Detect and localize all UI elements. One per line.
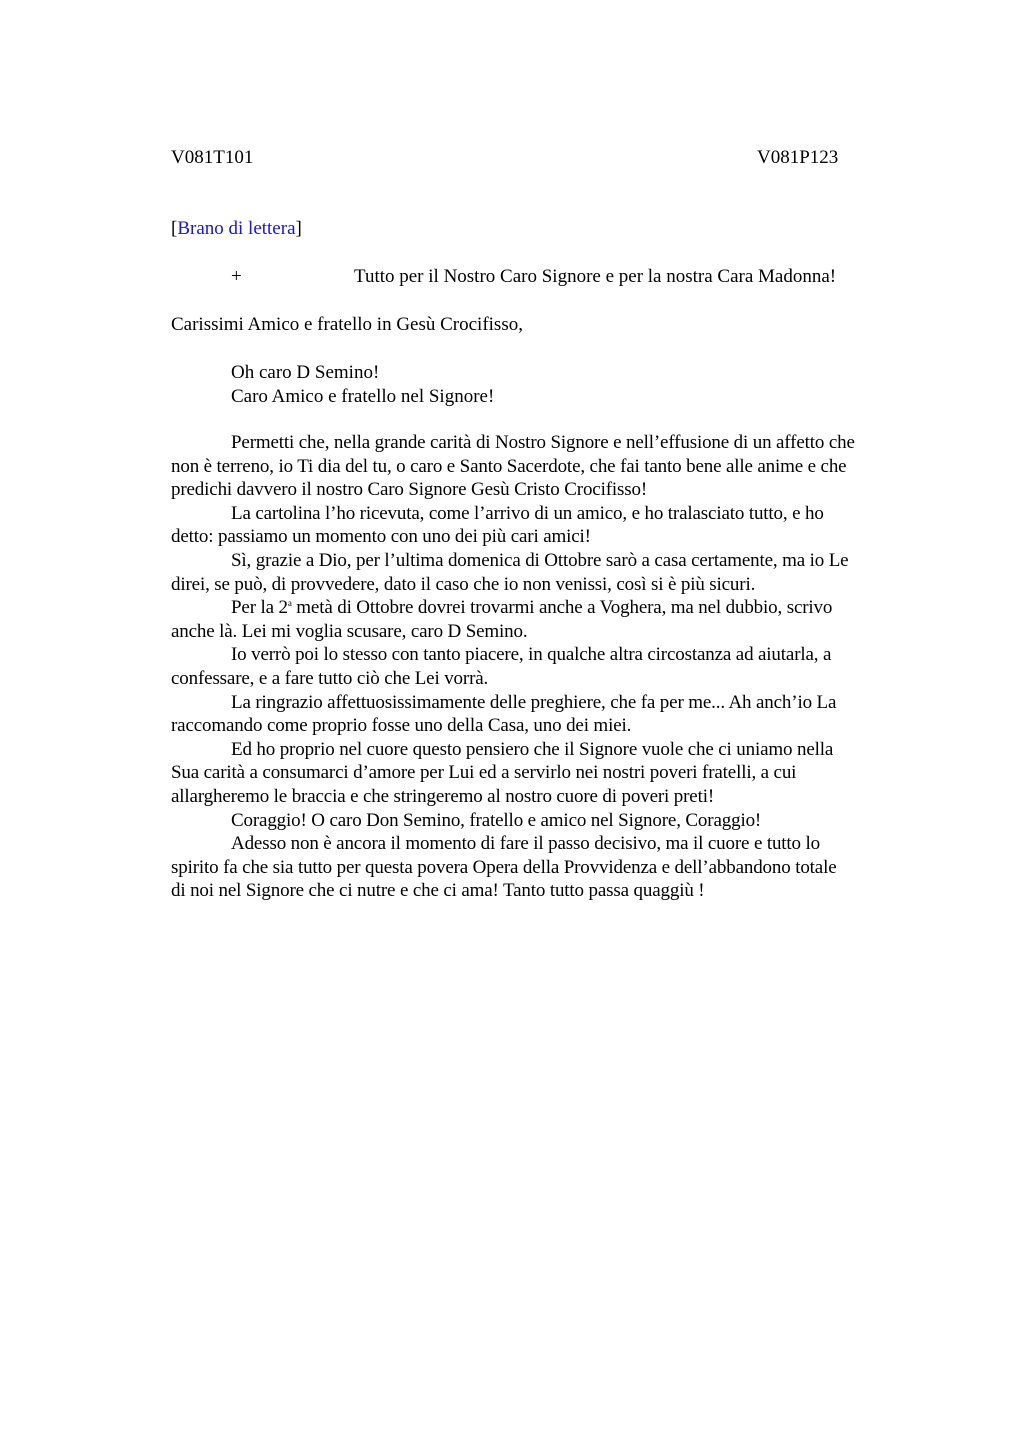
text-line	[171, 596, 931, 620]
section-title	[171, 217, 302, 241]
paragraph	[171, 596, 931, 643]
title-open-bracket: [	[171, 218, 178, 239]
salutation: Carissimi Amico e fratello in Gesù Crocifisso,	[171, 314, 523, 335]
text-line: anche là. Lei mi voglia scusare, caro D Semino.	[171, 620, 528, 642]
exclamation-line: Oh caro D Semino!	[231, 362, 380, 383]
title-close-bracket: ]	[295, 218, 302, 239]
text-line: allargheremo le braccia e che stringeremo al nostro cuore di poveri preti!	[171, 785, 714, 807]
document-code-right: V081P123	[757, 147, 839, 168]
text-line: confessare, e a fare tutto ciò che Lei vorrà.	[171, 667, 489, 689]
text-line: spirito fa che sia tutto per questa povera Opera della Provvidenza e dell’abbandono totale	[171, 856, 837, 878]
exclamation-line: Caro Amico e fratello nel Signore!	[231, 385, 495, 407]
exclamations	[231, 361, 494, 408]
paragraph	[171, 502, 931, 549]
text-line: Adesso non è ancora il momento di fare il passo decisivo, ma il cuore e tutto lo	[231, 833, 820, 855]
paragraph	[171, 832, 931, 903]
title-link[interactable]: Brano di lettera	[177, 218, 296, 239]
text-line: Sì, grazie a Dio, per l’ultima domenica di Ottobre sarò a casa certamente, ma io Le	[231, 549, 849, 571]
paragraph	[171, 431, 931, 502]
text-line: non è terreno, io Ti dia del tu, o caro e Santo Sacerdote, che fai tanto bene alle anime e che	[171, 455, 847, 477]
text-fragment: metà di Ottobre dovrei trovarmi anche a Voghera, ma nel dubbio, scrivo	[291, 597, 833, 619]
text-line: raccomando come proprio fosse uno della Casa, uno dei miei.	[171, 715, 632, 737]
text-line: Ed ho proprio nel cuore questo pensiero che il Signore vuole che ci uniamo nella	[231, 738, 834, 760]
paragraph	[171, 549, 931, 596]
motto-line: Tutto per il Nostro Caro Signore e per la nostra Cara Madonna!	[354, 266, 837, 287]
cross-symbol: +	[231, 266, 242, 287]
text-line: Io verrò poi lo stesso con tanto piacere, in qualche altra circostanza ad aiutarla, a	[231, 644, 832, 666]
text-line: direi, se può, di provvedere, dato il caso che io non venissi, così si è più sicuri.	[171, 573, 756, 595]
paragraph	[171, 809, 931, 833]
text-line: La ringrazio affettuosissimamente delle preghiere, che fa per me... Ah anch’io La	[231, 691, 837, 713]
text-line: La cartolina l’ho ricevuta, come l’arrivo di un amico, e ho tralasciato tutto, e ho	[231, 502, 824, 524]
text-line: Sua carità a consumarci d’amore per Lui ed a servirlo nei nostri poveri fratelli, a cui	[171, 762, 797, 784]
text-line: di noi nel Signore che ci nutre e che ci ama! Tanto tutto passa quaggiù !	[171, 880, 705, 902]
paragraph	[171, 643, 931, 690]
ordinal-superscript: a	[287, 598, 292, 609]
paragraph	[171, 691, 931, 738]
letter-body	[171, 431, 931, 903]
document-code-left: V081T101	[171, 147, 254, 168]
text-line: Permetti che, nella grande carità di Nostro Signore e nell’effusione di un affetto che	[231, 432, 855, 453]
paragraph	[171, 738, 931, 809]
text-line: predichi davvero il nostro Caro Signore Gesù Cristo Crocifisso!	[171, 479, 648, 501]
text-line: detto: passiamo un momento con uno dei più cari amici!	[171, 526, 591, 548]
text-line: Coraggio! O caro Don Semino, fratello e amico nel Signore, Coraggio!	[231, 809, 762, 831]
text-fragment: Per la 2	[231, 597, 288, 619]
